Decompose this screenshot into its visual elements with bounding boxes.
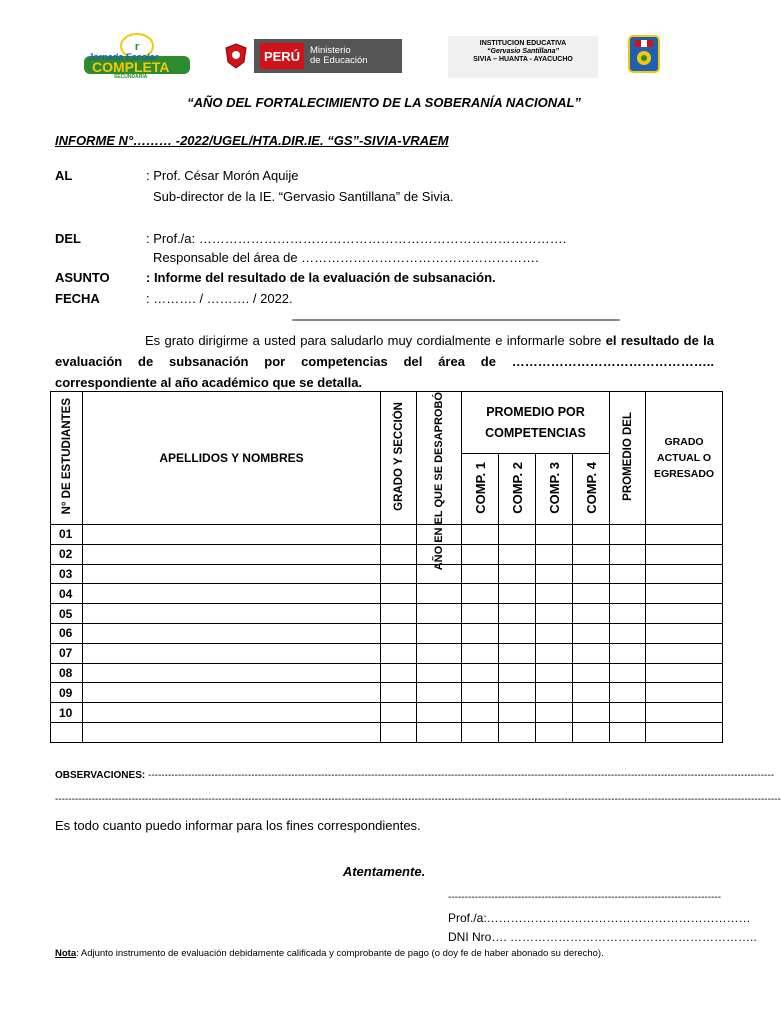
table-cell [462,623,499,643]
paragraph-part2: el resultado de la evaluación de subsanación por competencias del área de ……………………………………….. correspondiente al año académico que se detalla. [55,333,714,390]
row-number: 05 [51,604,83,624]
table-cell [381,544,417,564]
table-cell [573,564,610,584]
observaciones-line-2: -------------------------------------------------------------------------------------------------------------------------------------------------------------------------------------------------------------------------- [55,794,781,805]
table-cell [83,643,381,663]
table-cell [83,584,381,604]
table-cell [83,604,381,624]
jornada-line1: Jornada Escolar [88,52,159,62]
table-cell [610,663,646,683]
table-cell [573,604,610,624]
table-cell [381,703,417,723]
table-cell [381,683,417,703]
header-promedio-competencias: PROMEDIO POR COMPETENCIAS [462,392,610,454]
table-cell [462,683,499,703]
table-cell [381,584,417,604]
table-cell [499,703,536,723]
table-cell [573,584,610,604]
table-cell [646,703,723,723]
table-cell [417,604,462,624]
table-cell [646,663,723,683]
row-number: 03 [51,564,83,584]
table-cell [381,643,417,663]
peru-label: PERÚ [260,43,304,69]
table-cell [499,643,536,663]
observaciones-dashes: -------------------------------------------------------------------------------------------------------------------------------------------------------------------------------------------- [147,770,775,781]
table-cell [536,683,573,703]
table-row [51,604,723,624]
institution-line2: “Gervasio Santillana” [487,48,559,55]
table-cell [646,683,723,703]
nota-label: Nota [55,948,77,959]
table-cell [536,584,573,604]
table-cell [536,703,573,723]
table-cell [610,564,646,584]
asunto-label: ASUNTO [55,270,110,285]
table-row [51,525,723,545]
table-cell [499,722,536,742]
table-cell [462,643,499,663]
table-cell [573,525,610,545]
table-cell [381,564,417,584]
intro-paragraph [55,330,714,393]
observaciones-line [55,770,775,781]
table-cell [536,544,573,564]
table-cell [381,722,417,742]
table-cell [462,525,499,545]
table-cell [499,525,536,545]
row-number: 08 [51,663,83,683]
table-cell [499,663,536,683]
table-row [51,663,723,683]
table-row [51,722,723,742]
peru-ministry-logo [218,39,402,73]
institution-line3: SIVIA – HUANTA - AYACUCHO [473,56,573,63]
table-cell [610,604,646,624]
table-cell [381,623,417,643]
table-cell [381,525,417,545]
table-cell [573,703,610,723]
table-cell [573,623,610,643]
table-cell [536,623,573,643]
table-cell [646,623,723,643]
table-cell [536,604,573,624]
header-names: APELLIDOS Y NOMBRES [83,392,381,525]
institution-box [448,36,598,78]
table-cell [646,722,723,742]
table-cell [610,544,646,564]
header-anio: AÑO EN EL QUE SE DESAPROBÓ [417,392,462,525]
table-cell [499,604,536,624]
del-label: DEL [55,231,81,246]
institution-emblem-icon [628,35,660,73]
al-label: AL [55,168,73,183]
table-cell [536,722,573,742]
table-row [51,584,723,604]
fecha-label: FECHA [55,291,100,306]
table-row [51,544,723,564]
jornada-line2: COMPLETA [92,59,170,75]
header-grado-actual: GRADO ACTUAL O EGRESADO [646,392,723,525]
table-cell [83,525,381,545]
row-number: 09 [51,683,83,703]
table-cell [417,722,462,742]
jornada-line3: SECUNDARIA [114,74,148,80]
table-cell [83,564,381,584]
row-number: 10 [51,703,83,723]
table-cell [499,623,536,643]
table-cell [83,544,381,564]
table-cell [83,663,381,683]
table-cell [646,544,723,564]
al-value: : Prof. César Morón Aquije [146,168,299,183]
table-cell [573,663,610,683]
table-row [51,623,723,643]
table-cell [381,604,417,624]
table-cell [610,584,646,604]
table-cell [499,683,536,703]
svg-text:r: r [134,41,140,53]
header-promedio-del: PROMEDIO DEL [610,392,646,525]
signature-line: ---------------------------------------------------------------------------------- [448,892,722,903]
table-row [51,683,723,703]
table-cell [610,623,646,643]
table-cell [573,544,610,564]
table-cell [646,564,723,584]
header-grado: GRADO Y SECCIÓN [381,392,417,525]
table-cell [462,663,499,683]
table-cell [610,683,646,703]
informe-title: INFORME N°……… -2022/UGEL/HTA.DIR.IE. “GS”-SIVIA-VRAEM [55,133,449,148]
del-value-2: Responsable del área de ………………………………………………. [153,250,539,265]
institution-line1: INSTITUCION EDUCATIVA [479,40,567,47]
table-cell [573,683,610,703]
jornada-escolar-logo [78,32,196,80]
table-cell [573,722,610,742]
table-row [51,564,723,584]
row-number [51,722,83,742]
students-table [50,391,723,743]
observaciones-label: OBSERVACIONES: [55,770,148,781]
table-cell [499,564,536,584]
row-number: 01 [51,525,83,545]
table-row [51,703,723,723]
separator-line [292,319,620,321]
row-number: 07 [51,643,83,663]
paragraph-part1: Es grato dirigirme a usted para saludarlo muy cordialmente e informarle sobre [145,333,606,348]
nota [55,948,604,959]
table-cell [381,663,417,683]
table-cell [462,584,499,604]
table-cell [610,525,646,545]
table-cell [83,683,381,703]
table-cell [499,544,536,564]
table-cell [417,663,462,683]
header-comp4: COMP. 4 [573,454,610,525]
fecha-value: : ………. / ………. / 2022. [146,291,293,306]
table-cell [499,584,536,604]
table-cell [610,643,646,663]
table-cell [536,525,573,545]
atentamente: Atentamente. [342,864,426,879]
signature-prof: Prof./a:………………………………………………………… [448,911,751,925]
signature-dni: DNI Nro…. …………………………………………………….. [448,930,757,944]
table-cell [573,643,610,663]
table-cell [417,683,462,703]
table-cell [536,643,573,663]
row-number: 02 [51,544,83,564]
table-cell [83,703,381,723]
table-cell [646,604,723,624]
year-motto: “AÑO DEL FORTALECIMIENTO DE LA SOBERANÍA NACIONAL” [187,95,581,110]
header-num: N° DE ESTUDIANTES [51,392,83,525]
table-cell [417,584,462,604]
table-cell [417,643,462,663]
closing-text: Es todo cuanto puedo informar para los fines correspondientes. [55,818,421,833]
header-comp2: COMP. 2 [499,454,536,525]
al-value-2: Sub-director de la IE. “Gervasio Santillana” de Sivia. [153,189,454,204]
del-value: : Prof./a: …………………………………………………………………………. [146,231,567,246]
peru-shield-icon [218,39,254,73]
table-cell [536,663,573,683]
nota-text: : Adjunto instrumento de evaluación debidamente calificada y comprobante de pago (o doy fe de haber abonado su derecho). [76,948,604,959]
table-cell [646,525,723,545]
table-cell [646,643,723,663]
row-number: 04 [51,584,83,604]
table-cell [462,544,499,564]
header-comp1: COMP. 1 [462,454,499,525]
table-cell [462,722,499,742]
table-cell [610,703,646,723]
table-cell [83,722,381,742]
asunto-value: : Informe del resultado de la evaluación de subsanación. [146,270,496,285]
ministry-name: Ministerio de Educación [310,45,368,66]
table-cell [462,703,499,723]
table-row [51,643,723,663]
table-cell [462,564,499,584]
table-cell [536,564,573,584]
header-comp3: COMP. 3 [536,454,573,525]
row-number: 06 [51,623,83,643]
table-cell [646,584,723,604]
table-cell [610,722,646,742]
table-cell [83,623,381,643]
table-cell [417,623,462,643]
table-cell [417,703,462,723]
table-cell [462,604,499,624]
